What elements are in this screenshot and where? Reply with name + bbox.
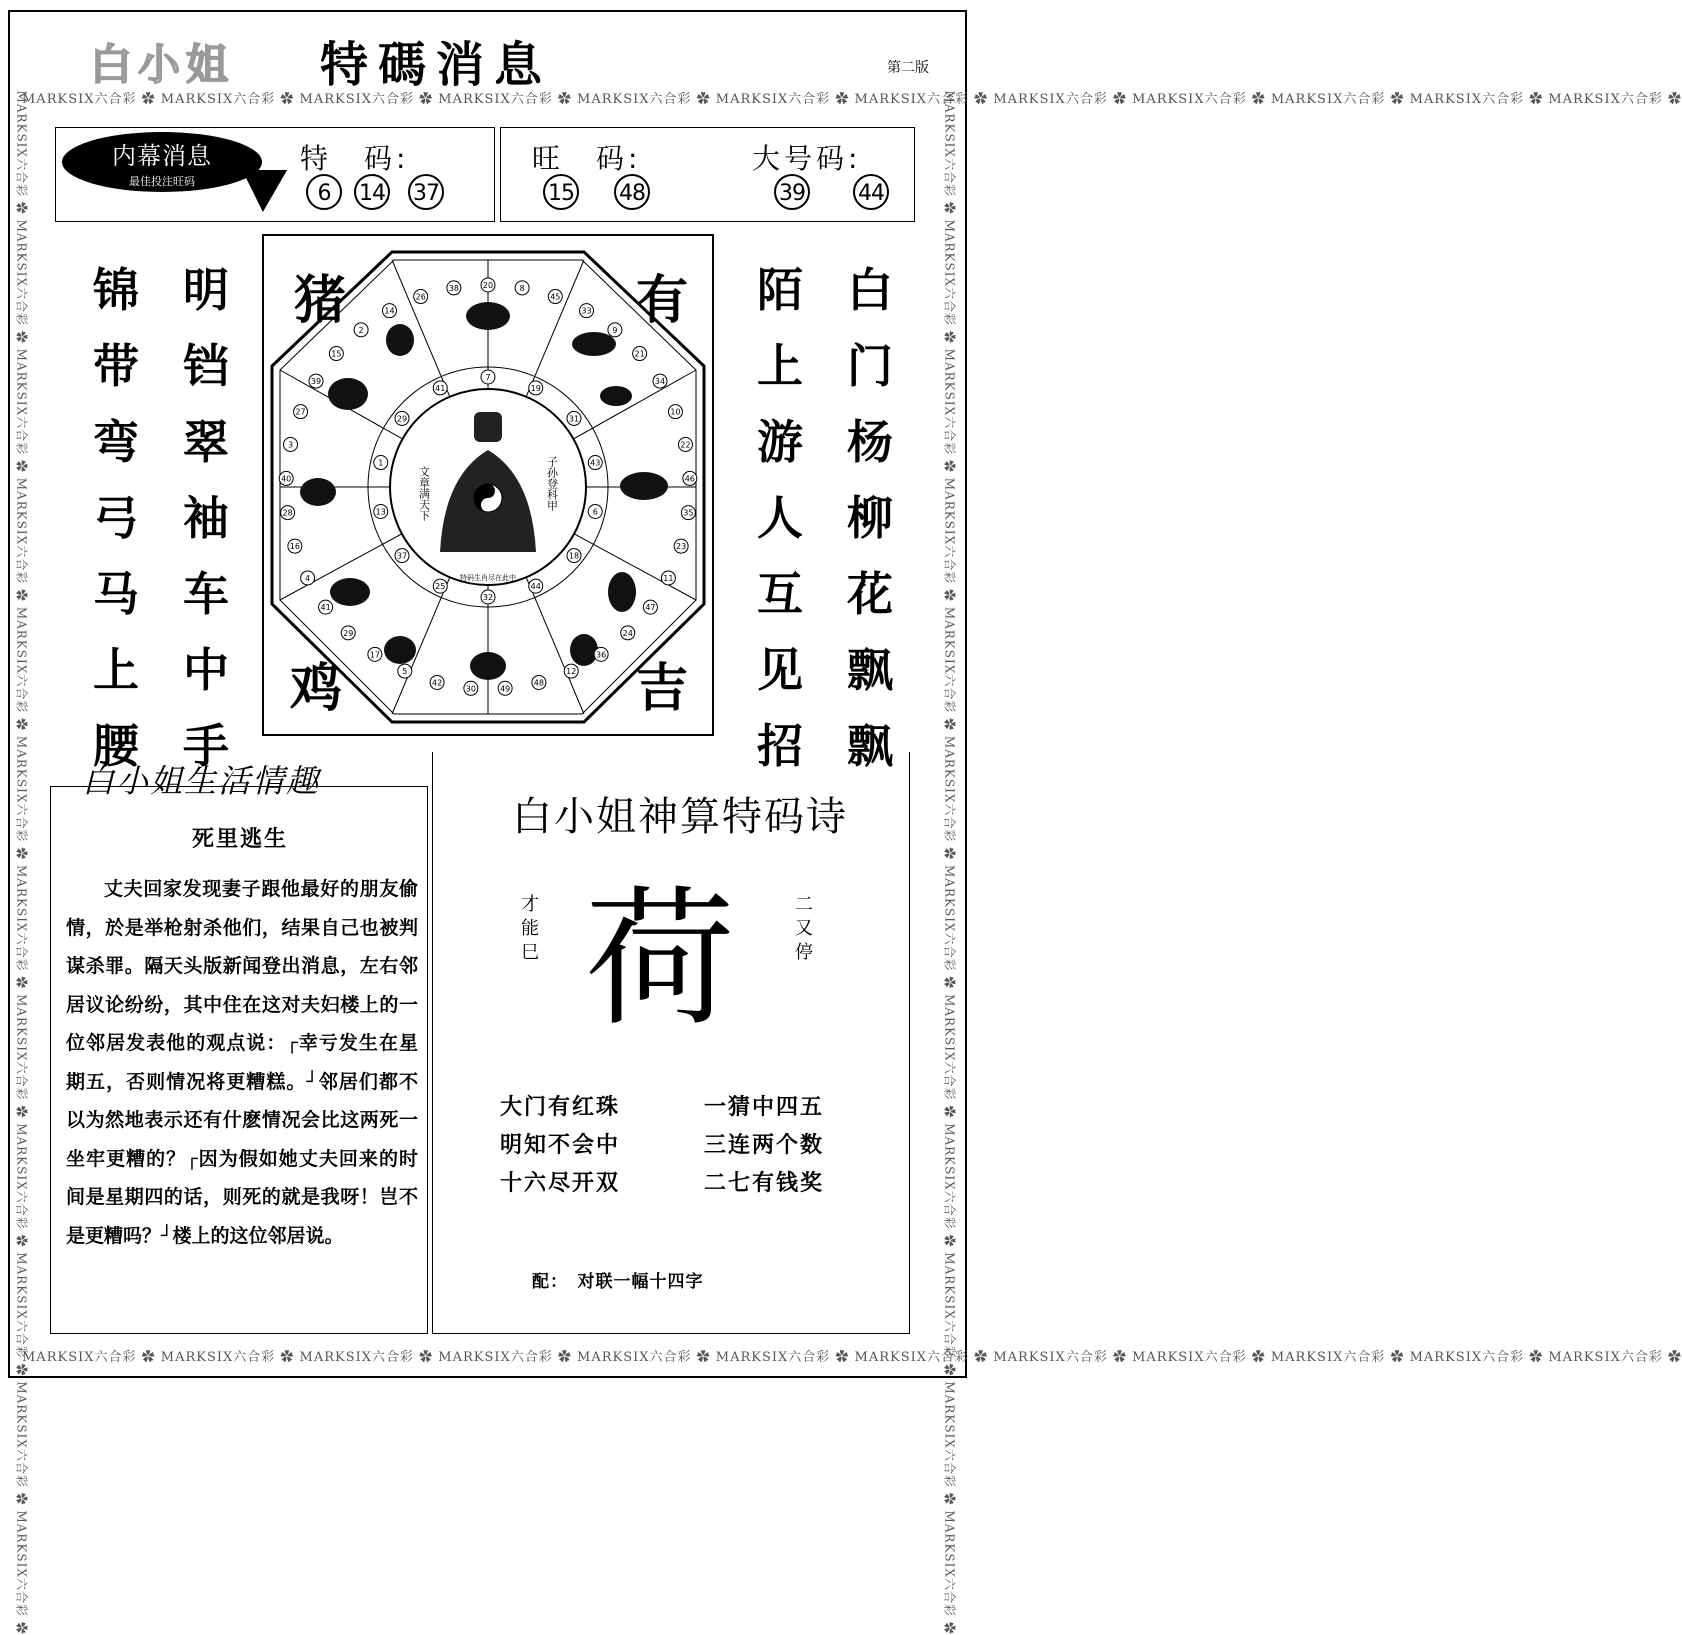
poem-big-character: 荷 [584, 873, 735, 1047]
verse-column-left-inner: 明 铛 翠 袖 车 中 手 [183, 263, 229, 773]
corner-char-bottom-right: 吉 [636, 659, 689, 719]
big-number: 39 [774, 174, 810, 210]
center-right-text: 子孙登科甲 [545, 456, 559, 511]
bubble-subtitle: 最佳投注旺码 [129, 175, 195, 188]
zodiac-wheel [264, 236, 712, 734]
number-label: 6 [592, 507, 598, 517]
number-label: 46 [684, 474, 695, 484]
watermark-right: MARKSIX六合彩 ✿ MARKSIX六合彩 ✿ MARKSIX六合彩 ✿ MARKSIX六合彩 ✿ MARKSIX六合彩 ✿ MARKSIX六合彩 ✿ MARKSIX六合彩 ✿ MARKSIX六合彩 ✿ MARKSIX六合彩 ✿ MARKSIX六合彩 ✿ MARKSIX六合彩 ✿ MARKSIX六合彩 ✿ [942, 90, 957, 1635]
story-body: 丈夫回家发现妻子跟他最好的朋友偷情，於是举枪射杀他们，结果自己也被判谋杀罪。隔天头版新闻登出消息，左右邻居议论纷纷，其中住在这对夫妇楼上的一位邻居发表他的观点说：┌幸亏发生在星期五，否则情况将更糟糕。┘邻居们都不以为然地表示还有什麽情况会比这两死一坐牢更糟的？┌因为假如她丈夫回来的时间是星期四的话，则死的就是我呀！岂不是更糟吗？┘楼上的这位邻居说。 [66, 878, 418, 1247]
number-label: 27 [295, 407, 306, 417]
edition-label: 第二版 [887, 60, 929, 76]
special-number: 14 [354, 174, 390, 210]
number-label: 23 [676, 542, 687, 552]
number-label: 24 [622, 628, 633, 638]
number-label: 5 [402, 667, 408, 677]
number-label: 28 [282, 508, 293, 518]
number-label: 34 [654, 377, 666, 387]
number-label: 38 [448, 283, 459, 293]
number-label: 49 [500, 684, 511, 694]
number-label: 4 [305, 573, 311, 583]
poem-line: 大门有红珠 [500, 1095, 621, 1120]
number-label: 22 [680, 440, 691, 450]
number-label: 21 [634, 349, 645, 359]
poem-pair-hint: 配： 对联一幅十四字 [532, 1272, 704, 1292]
hot-number: 15 [543, 174, 579, 210]
bubble-title: 内幕消息 [112, 142, 212, 170]
poem-line: 三连两个数 [704, 1133, 825, 1158]
number-label: 42 [432, 678, 443, 688]
number-label: 13 [375, 507, 386, 517]
corner-char-top-left: 猪 [294, 271, 347, 331]
number-label: 12 [566, 667, 577, 677]
special-number: 6 [306, 174, 342, 210]
hot-label: 旺 码: [532, 142, 642, 175]
number-label: 35 [683, 508, 694, 518]
number-label: 41 [435, 383, 446, 393]
watermark-bottom: MARKSIX六合彩 ✿ MARKSIX六合彩 ✿ MARKSIX六合彩 ✿ MARKSIX六合彩 ✿ MARKSIX六合彩 ✿ MARKSIX六合彩 ✿ MARKSIX六合彩 ✿ MARKSIX六合彩 ✿ MARKSIX六合彩 ✿ MARKSIX六合彩 ✿ MARKSIX六合彩 ✿ MARKSIX六合彩 ✿ [22, 1350, 1682, 1365]
number-label: 19 [530, 383, 541, 393]
number-label: 26 [415, 292, 426, 302]
number-label: 29 [343, 628, 354, 638]
number-label: 40 [281, 474, 292, 484]
logo: 白小姐 [90, 40, 235, 89]
poem-line: 二七有钱奖 [704, 1171, 825, 1196]
poem-line: 明知不会中 [500, 1133, 621, 1158]
number-label: 44 [530, 582, 541, 592]
number-label: 2 [358, 325, 364, 335]
number-label: 9 [612, 325, 618, 335]
number-label: 25 [435, 582, 446, 592]
big-label: 大号码: [752, 142, 862, 175]
verse-column-right-outer: 白 门 杨 柳 花 飘 飘 [847, 263, 893, 773]
number-label: 31 [568, 414, 580, 424]
zodiac-chart [262, 234, 714, 736]
number-label: 33 [581, 306, 592, 316]
number-label: 15 [331, 349, 342, 359]
number-label: 17 [369, 650, 380, 660]
poem-line: 十六尽开双 [500, 1171, 621, 1196]
page-title: 特碼消息 [320, 37, 553, 93]
number-label: 11 [663, 573, 674, 583]
story-title: 死里逃生 [191, 827, 288, 852]
number-label: 48 [533, 678, 544, 688]
number-label: 29 [396, 414, 408, 424]
number-label: 7 [485, 373, 491, 382]
number-label: 16 [289, 542, 300, 552]
corner-char-top-right: 有 [636, 271, 689, 331]
poem-line: 一猜中四五 [704, 1095, 825, 1120]
number-label: 3 [287, 440, 294, 450]
big-number: 44 [853, 174, 889, 210]
number-label: 30 [465, 684, 476, 694]
number-label: 39 [310, 377, 322, 387]
verse-column-right-inner: 陌 上 游 人 互 见 招 [757, 263, 803, 773]
number-label: 8 [519, 283, 525, 293]
poem-right-note: 二 又 停 [795, 894, 813, 963]
section-title: 白小姐生活情趣 [82, 762, 321, 800]
number-label: 36 [596, 650, 607, 660]
number-label: 37 [396, 551, 408, 561]
number-label: 14 [384, 306, 395, 316]
number-label: 47 [645, 603, 656, 613]
special-number: 37 [408, 174, 444, 210]
number-label: 10 [670, 407, 681, 417]
number-label: 41 [320, 603, 331, 613]
hot-number: 48 [614, 174, 650, 210]
poem-title: 白小姐神算特码诗 [512, 794, 848, 840]
corner-char-bottom-left: 鸡 [290, 659, 343, 719]
watermark-left: MARKSIX六合彩 ✿ MARKSIX六合彩 ✿ MARKSIX六合彩 ✿ MARKSIX六合彩 ✿ MARKSIX六合彩 ✿ MARKSIX六合彩 ✿ MARKSIX六合彩 ✿ MARKSIX六合彩 ✿ MARKSIX六合彩 ✿ MARKSIX六合彩 ✿ MARKSIX六合彩 ✿ MARKSIX六合彩 ✿ [14, 90, 29, 1635]
center-bottom-text: 特码生肖尽在此中 [460, 574, 516, 582]
number-label: 45 [550, 292, 561, 302]
watermark-top: MARKSIX六合彩 ✿ MARKSIX六合彩 ✿ MARKSIX六合彩 ✿ MARKSIX六合彩 ✿ MARKSIX六合彩 ✿ MARKSIX六合彩 ✿ MARKSIX六合彩 ✿ MARKSIX六合彩 ✿ MARKSIX六合彩 ✿ MARKSIX六合彩 ✿ MARKSIX六合彩 ✿ MARKSIX六合彩 ✿ [22, 92, 1682, 107]
special-label: 特 码: [300, 142, 410, 175]
insider-bubble [62, 132, 262, 192]
verse-column-left-outer: 锦 带 弯 弓 马 上 腰 [93, 263, 139, 773]
number-label: 1 [378, 458, 384, 468]
poem-left-note: 才 能 巳 [521, 894, 539, 963]
center-left-text: 文章满天下 [417, 466, 431, 521]
number-label: 32 [482, 593, 494, 602]
number-label: 18 [568, 551, 580, 561]
number-label: 20 [482, 281, 494, 290]
number-label: 43 [590, 458, 601, 468]
